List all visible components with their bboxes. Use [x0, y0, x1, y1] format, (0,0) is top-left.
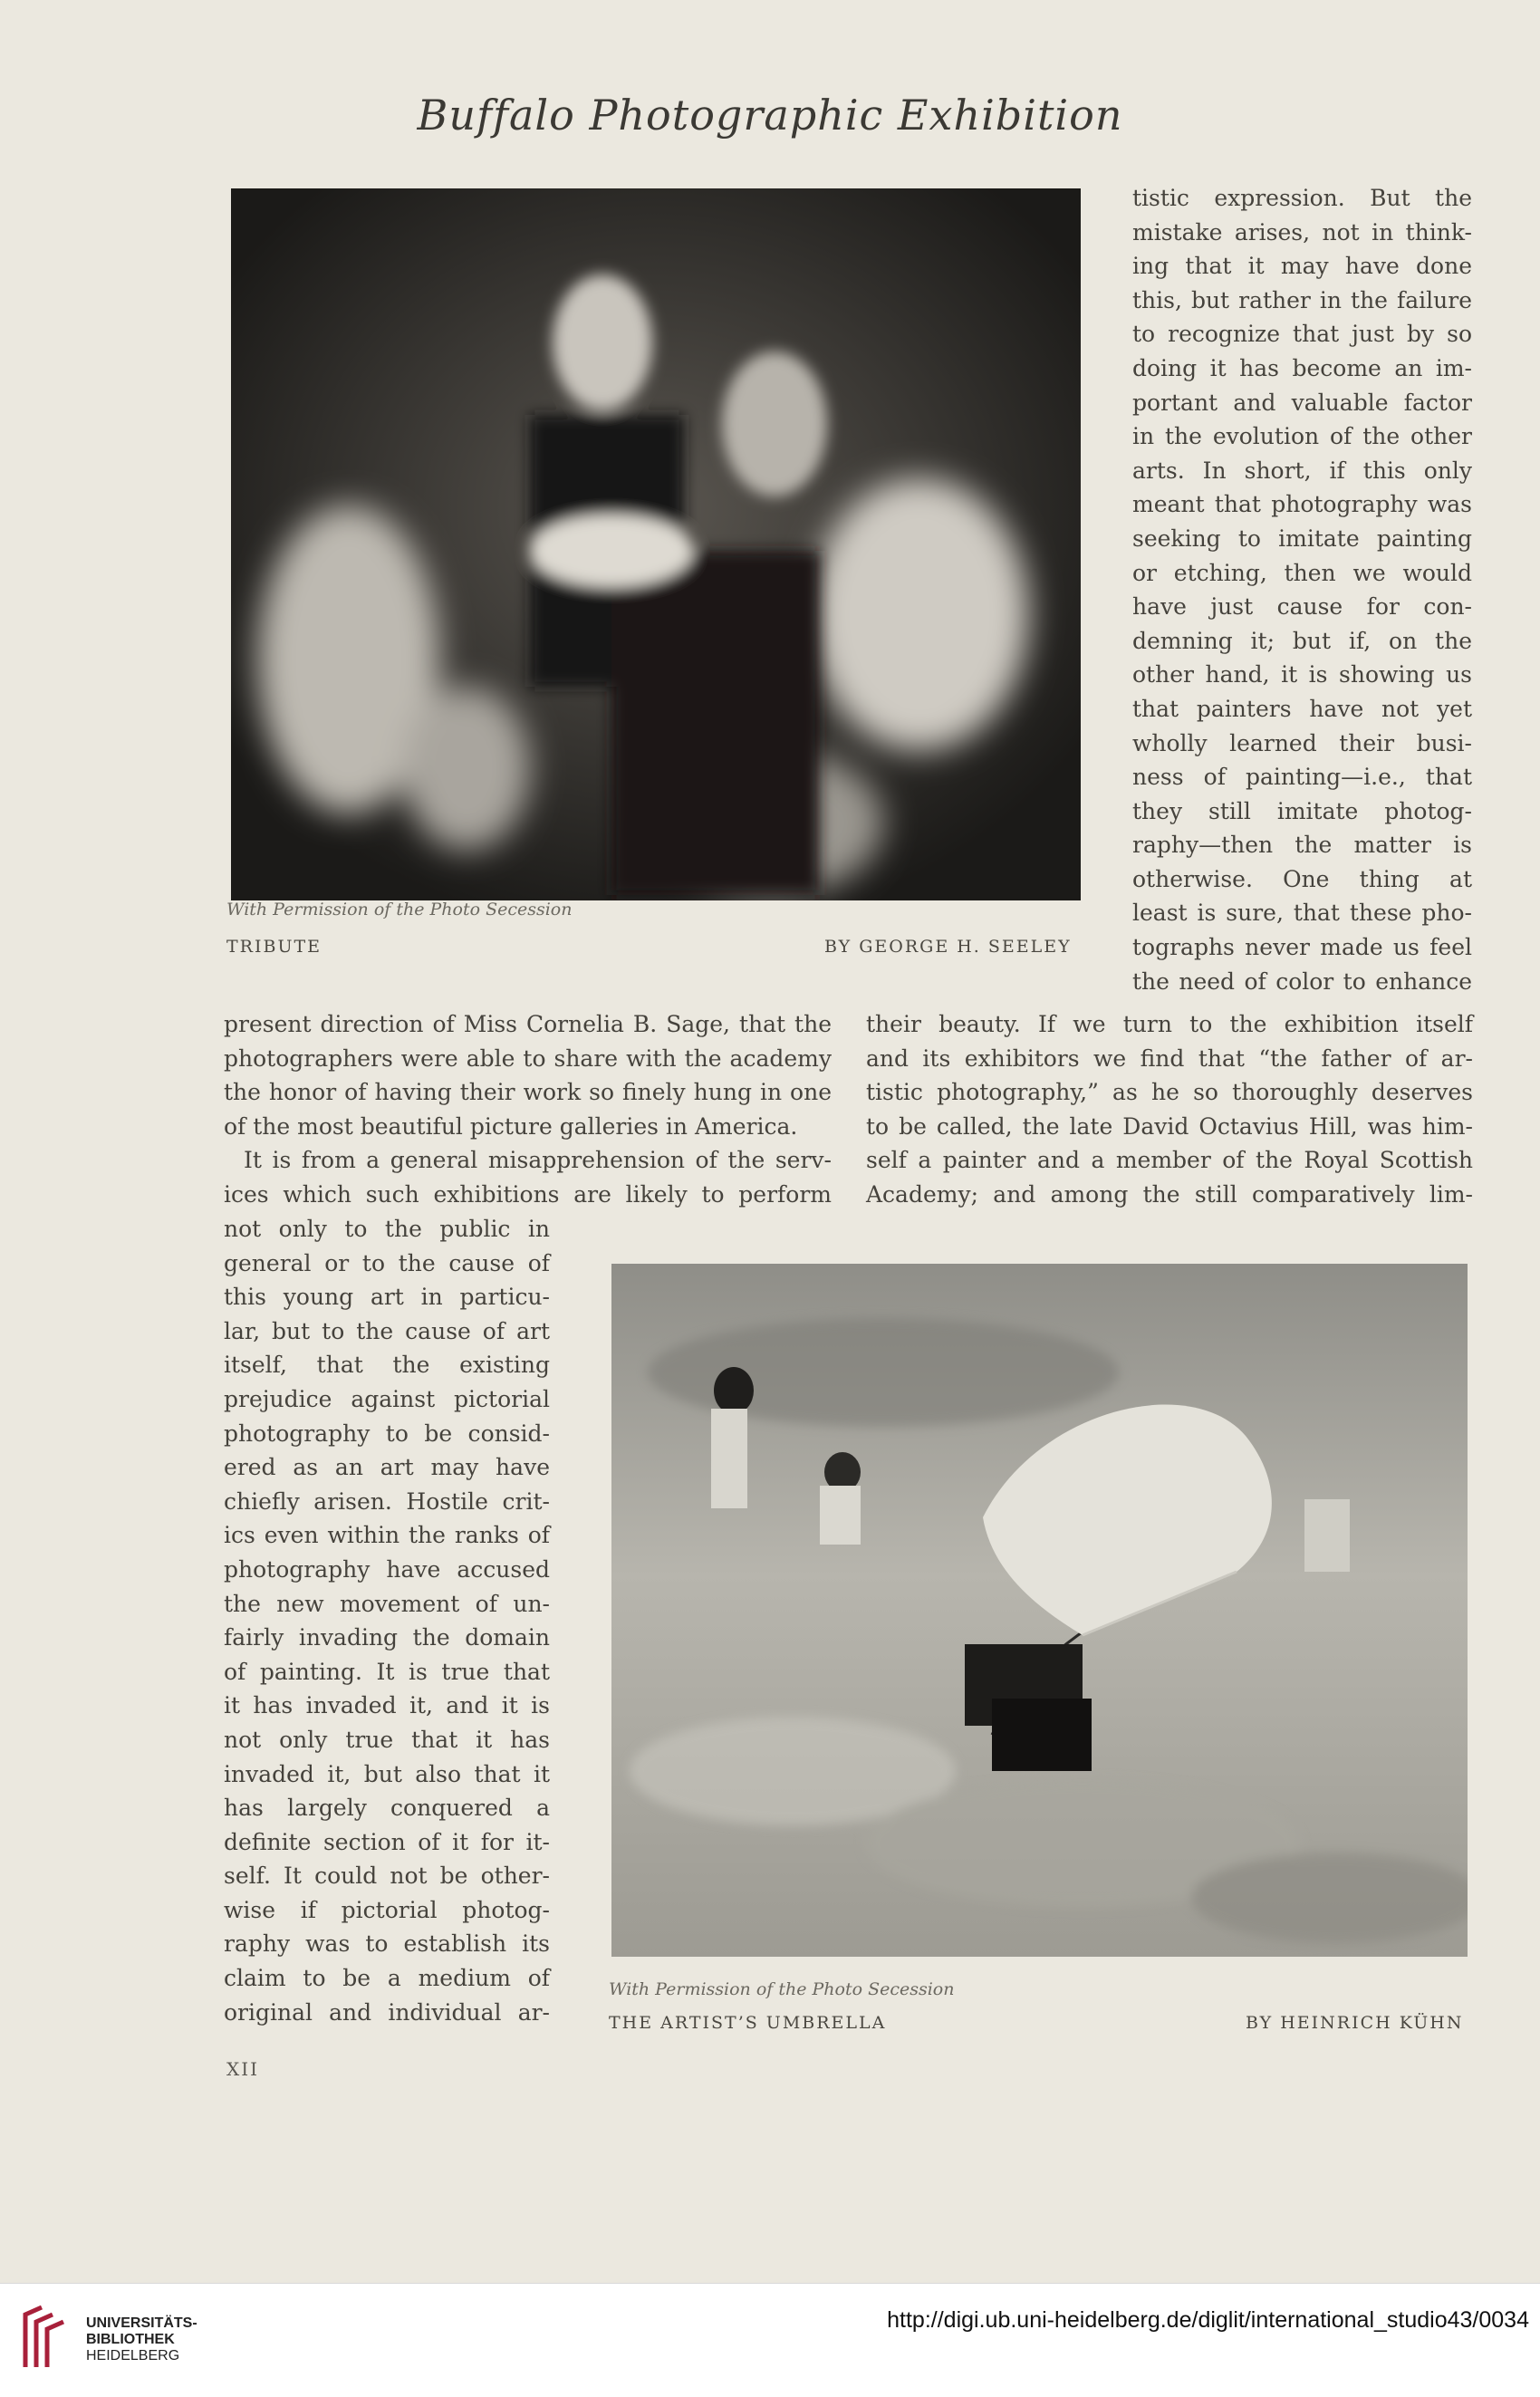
text-line: ics even within the ranks of	[224, 1522, 550, 1549]
text-line: portant and valuable factor	[1132, 389, 1472, 416]
text-line: otherwise. One thing at	[1132, 865, 1472, 892]
text-line: raphy—then the matter is	[1132, 832, 1472, 859]
text-line: arts. In short, if this only	[1132, 457, 1472, 484]
text-line: to be called, the late David Octavius Hill, was him-	[866, 1112, 1473, 1140]
text-line: the honor of having their work so finely hung in one	[224, 1079, 832, 1106]
text-line: seeking to imitate painting	[1132, 525, 1472, 552]
left-column-bottom	[224, 1212, 550, 2029]
text-line: or etching, then we would	[1132, 559, 1472, 586]
text-line: lar, but to the cause of art	[224, 1317, 550, 1344]
library-name-line: BIBLIOTHEK	[86, 2332, 175, 2347]
text-line: self. It could not be other-	[224, 1863, 550, 1890]
text-line: demning it; but if, on the	[1132, 627, 1472, 654]
text-line: this, but rather in the failure	[1132, 286, 1472, 313]
text-line: ered as an art may have	[224, 1454, 550, 1481]
text-line: of painting. It is true that	[224, 1658, 550, 1685]
page-number: XII	[226, 2058, 260, 2080]
text-line: has largely conquered a	[224, 1795, 550, 1822]
text-line: it has invaded it, and it is	[224, 1692, 550, 1719]
text-line: ices which such exhibitions are likely to perform	[224, 1180, 832, 1208]
library-name-line: HEIDELBERG	[86, 2348, 180, 2363]
text-line: present direction of Miss Cornelia B. Sage, that the	[224, 1011, 832, 1037]
text-line: wise if pictorial photog-	[224, 1896, 550, 1923]
text-line: photography to be consid-	[224, 1420, 550, 1447]
text-line: mistake arises, not in think-	[1132, 218, 1472, 245]
text-line: definite section of it for it-	[224, 1828, 550, 1855]
text-line: this young art in particu-	[224, 1284, 550, 1311]
text-line: the need of color to enhance	[1132, 967, 1472, 995]
plate1-artist: BY GEORGE H. SEELEY	[824, 937, 1072, 957]
text-line: ness of painting—i.e., that	[1132, 764, 1472, 791]
photograph-tribute	[231, 188, 1081, 900]
text-line: general or to the cause of	[224, 1249, 550, 1276]
photograph-the-artists-umbrella	[611, 1264, 1468, 1957]
text-line: It is from a general misapprehension of the serv-	[244, 1147, 832, 1174]
library-name	[86, 2315, 197, 2364]
text-line: the new movement of un-	[224, 1590, 550, 1617]
plate2-title: THE ARTIST’S UMBRELLA	[609, 2013, 887, 2033]
right-column-top	[1132, 181, 1472, 998]
text-line: raphy was to establish its	[224, 1930, 550, 1958]
text-line: tistic expression. But the	[1132, 185, 1472, 211]
text-line: original and individual ar-	[224, 1998, 550, 2026]
text-line: doing it has become an im-	[1132, 354, 1472, 381]
text-line: tistic photography,” as he so thoroughly deserves	[866, 1079, 1473, 1106]
text-line: photography have accused	[224, 1555, 550, 1583]
text-line: meant that photography was	[1132, 491, 1472, 518]
text-line: self a painter and a member of the Royal Scottish	[866, 1147, 1473, 1174]
running-head: Buffalo Photographic Exhibition	[417, 91, 1123, 140]
text-line: fairly invading the domain	[224, 1624, 550, 1651]
text-line: chiefly arisen. Hostile crit-	[224, 1487, 550, 1515]
text-line: not only true that it has	[224, 1726, 550, 1753]
right-column-middle	[866, 1007, 1473, 1212]
library-name-line: UNIVERSITÄTS-	[86, 2315, 197, 2331]
plate2-artist: BY HEINRICH KÜHN	[1246, 2013, 1464, 2033]
text-line: prejudice against pictorial	[224, 1385, 550, 1412]
text-line: ing that it may have done	[1132, 253, 1472, 280]
text-line: invaded it, but also that it	[224, 1760, 550, 1787]
plate2-permission: With Permission of the Photo Secession	[609, 1979, 955, 1999]
text-line: tographs never made us feel	[1132, 934, 1472, 961]
text-line: itself, that the existing	[224, 1352, 550, 1379]
library-logo-icon	[18, 2304, 86, 2376]
text-line: other hand, it is showing us	[1132, 661, 1472, 688]
text-line: claim to be a medium of	[224, 1965, 550, 1992]
text-line: Academy; and among the still comparatively lim-	[866, 1180, 1473, 1208]
plate1-title: TRIBUTE	[226, 937, 322, 957]
text-line: and its exhibitors we find that “the father of ar-	[866, 1044, 1473, 1072]
text-line: that painters have not yet	[1132, 695, 1472, 722]
text-line: photographers were able to share with the academy	[224, 1044, 832, 1072]
text-line: to recognize that just by so	[1132, 321, 1472, 348]
source-url[interactable]: http://digi.ub.uni-heidelberg.de/diglit/international_studio43/0034	[887, 2307, 1529, 2333]
text-line: their beauty. If we turn to the exhibition itself	[866, 1011, 1473, 1037]
text-line: least is sure, that these pho-	[1132, 900, 1472, 927]
library-footer	[0, 2283, 1540, 2397]
text-line: they still imitate photog-	[1132, 797, 1472, 824]
text-line: have just cause for con-	[1132, 593, 1472, 621]
text-line: of the most beautiful picture galleries in America.	[224, 1112, 798, 1140]
text-line: not only to the public in	[224, 1216, 550, 1242]
plate1-permission: With Permission of the Photo Secession	[226, 900, 573, 919]
left-column-middle	[224, 1007, 832, 1212]
text-line: in the evolution of the other	[1132, 423, 1472, 450]
text-line: wholly learned their busi-	[1132, 729, 1472, 756]
